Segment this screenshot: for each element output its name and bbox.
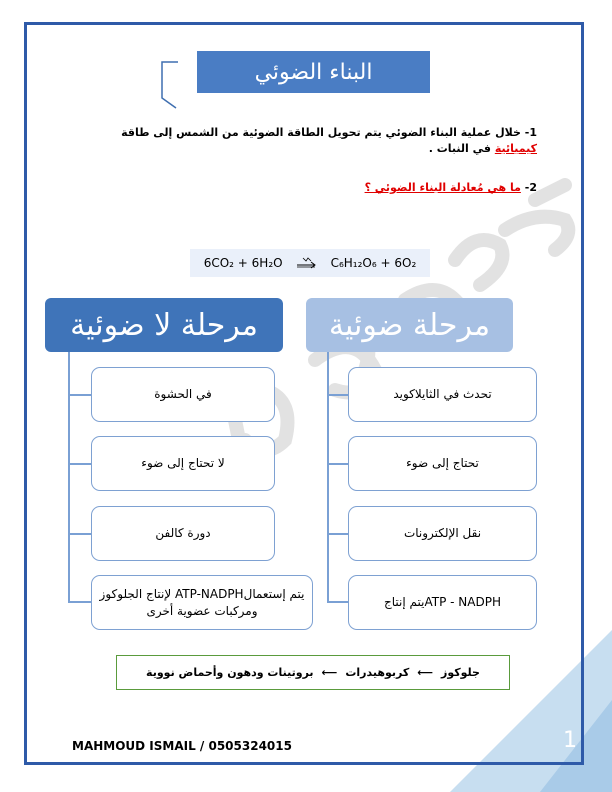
light-card-light-need bbox=[348, 436, 537, 491]
dark-card-products bbox=[91, 575, 313, 630]
question-2 bbox=[300, 181, 537, 194]
light-stage-header: مرحلة ضوئية bbox=[306, 298, 513, 352]
arrow-left-icon: ⟵ bbox=[417, 666, 434, 679]
title-bracket bbox=[158, 60, 180, 110]
page-title: البناء الضوئي bbox=[197, 51, 430, 93]
light-branch bbox=[327, 394, 348, 396]
dark-stage-header: مرحلة لا ضوئية bbox=[45, 298, 283, 352]
equation-products: C₆H₁₂O₆ + 6O₂ bbox=[330, 256, 417, 270]
chain-carbohydrates: كربوهيدرات bbox=[345, 666, 410, 679]
light-branch bbox=[327, 533, 348, 535]
light-arrow-icon bbox=[295, 256, 319, 270]
card-text: دورة كالفن bbox=[155, 526, 211, 540]
arrow-left-icon: ⟵ bbox=[321, 666, 338, 679]
dark-branch bbox=[68, 533, 91, 535]
question-1-highlight: كيميائية bbox=[494, 142, 537, 155]
card-text: نقل الإلكترونات bbox=[403, 526, 482, 540]
light-branch bbox=[327, 601, 348, 603]
dark-card-light-need bbox=[91, 436, 275, 491]
dark-branch bbox=[68, 394, 91, 396]
card-text: تحتاج إلى ضوء bbox=[406, 456, 479, 470]
light-card-location bbox=[348, 367, 537, 422]
chain-glucose: جلوكوز bbox=[441, 666, 480, 679]
dark-card-location bbox=[91, 367, 275, 422]
dark-branch bbox=[68, 601, 91, 603]
page-number: 1 bbox=[563, 728, 577, 753]
photosynthesis-equation bbox=[190, 249, 430, 277]
question-2-text: ما هي مُعادلة البناء الضوئي ؟ bbox=[364, 181, 521, 194]
card-text: لا تحتاج إلى ضوء bbox=[141, 456, 225, 470]
question-1-text-end: في النبات . bbox=[428, 142, 491, 155]
question-1-number: 1- bbox=[524, 126, 537, 139]
light-branch bbox=[327, 463, 348, 465]
card-text: تحدث في الثايلاكويد bbox=[393, 387, 492, 401]
author-footer: MAHMOUD ISMAIL / 0505324015 bbox=[72, 739, 292, 753]
equation-reactants: 6CO₂ + 6H₂O bbox=[203, 256, 283, 270]
question-1-text: خلال عملية البناء الضوئي يتم تحويل الطاقة الضوئية من الشمس إلى طاقة bbox=[121, 126, 521, 139]
dark-branch bbox=[68, 463, 91, 465]
light-card-products bbox=[348, 575, 537, 630]
chain-macromolecules: بروتينات ودهون وأحماض نووية bbox=[146, 666, 314, 679]
card-text: يتم إستعمالATP-NADPH لإنتاج الجلوكوز ومركبات عضوية أخرى bbox=[99, 586, 305, 618]
conversion-chain bbox=[116, 655, 510, 690]
question-2-number: 2- bbox=[524, 181, 537, 194]
dark-tree-line bbox=[68, 352, 70, 602]
question-1 bbox=[80, 125, 537, 157]
light-tree-line bbox=[327, 352, 329, 602]
dark-card-calvin bbox=[91, 506, 275, 561]
card-text: في الحشوة bbox=[154, 387, 212, 401]
light-card-electrons bbox=[348, 506, 537, 561]
card-text: ATP - NADPHيتم إنتاج bbox=[384, 595, 501, 609]
